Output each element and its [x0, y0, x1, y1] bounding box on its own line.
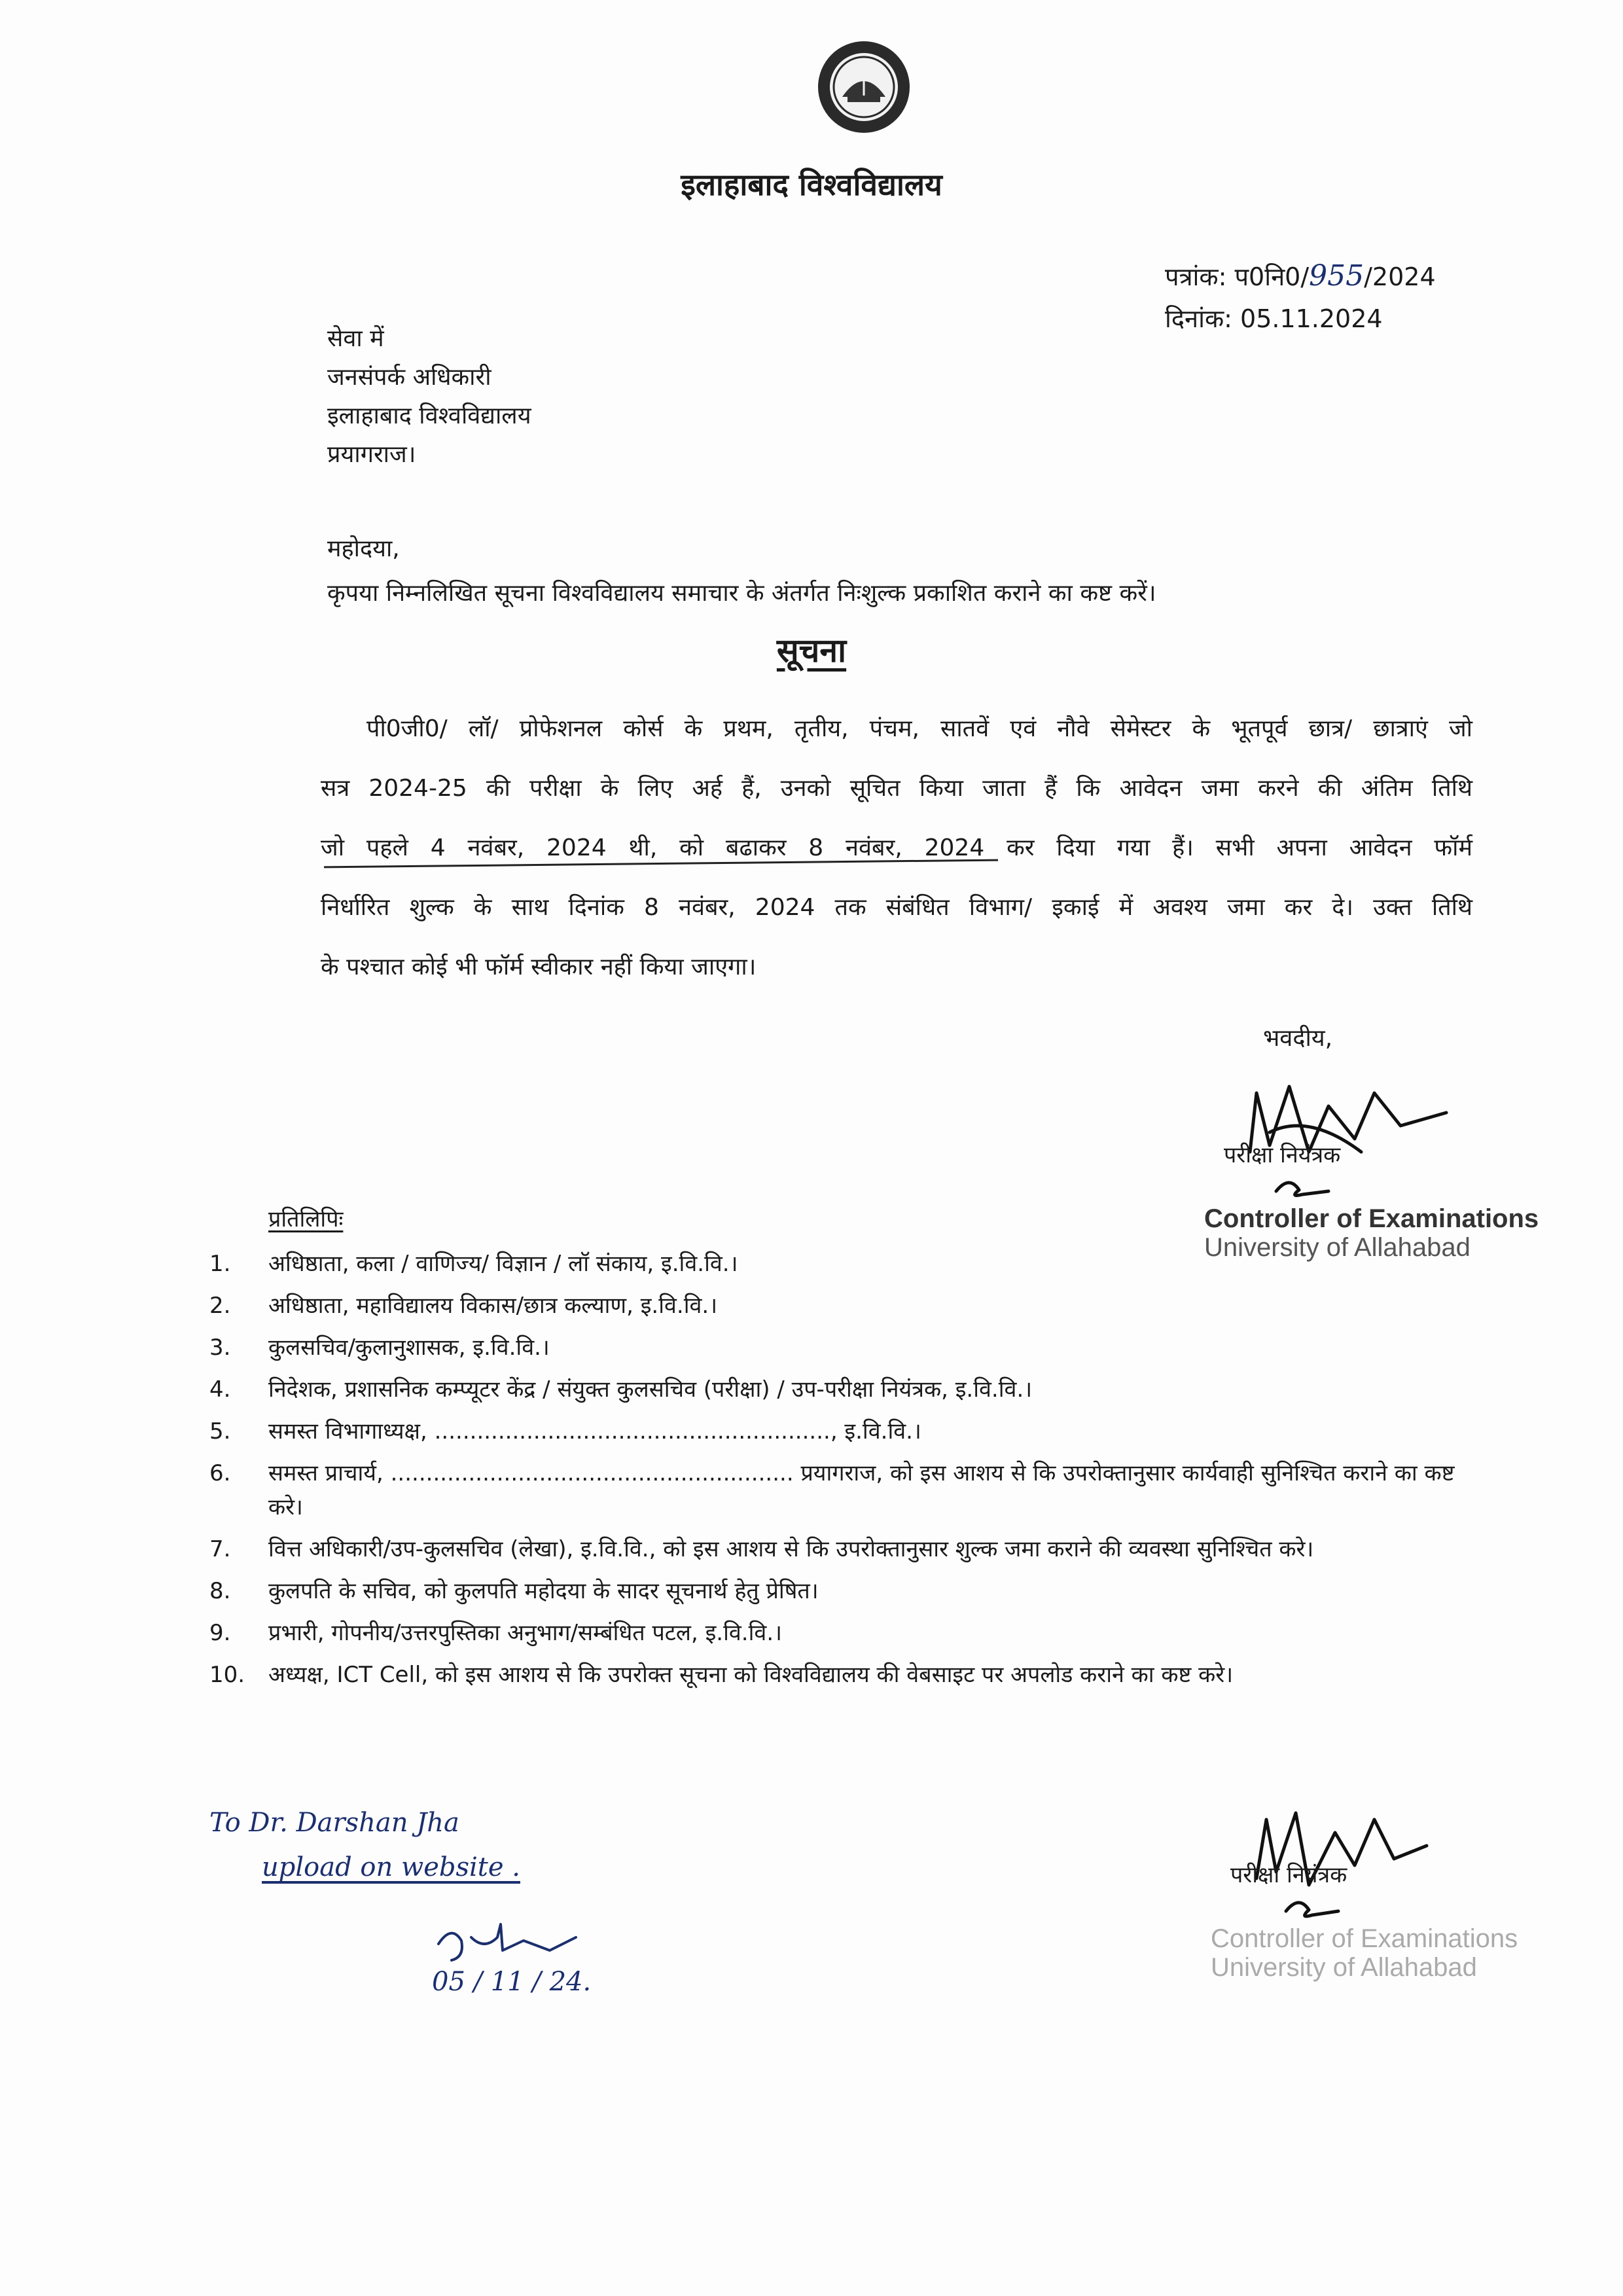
notice-line: के पश्चात कोई भी फॉर्म स्वीकार नहीं किया जाएगा। [321, 954, 757, 980]
university-name: इलाहाबाद विश्वविद्यालय [681, 167, 942, 202]
notice-body [321, 699, 1472, 997]
notice-line: पी0जी0/ लॉ/ प्रोफेशनल कोर्स के प्रथम, तृतीय, पंचम, सातवें एवं नौवे सेमेस्टर के भूतपूर्व छात्र/ छात्राएं जो [366, 715, 1472, 742]
notice-title [0, 627, 1623, 672]
copy-item [209, 1372, 1466, 1407]
university-seal-logo [816, 39, 912, 135]
stamp-line: Controller of Examinations [1204, 1204, 1539, 1233]
notice-line: जो पहले 4 नवंबर, 2024 थी, को बढाकर 8 नवंबर, 2024 कर दिया गया हैं। सभी अपना आवेदन फॉर्म [321, 834, 1472, 861]
copy-number: 5. [209, 1418, 231, 1444]
reference-block [1165, 255, 1436, 340]
handwritten-reference-number: 955 [1309, 259, 1364, 293]
addressee-block [327, 319, 531, 474]
initials-mark [1263, 1172, 1342, 1204]
handwritten-note-line: upload on website . [262, 1852, 520, 1882]
copies-list [209, 1247, 1466, 1700]
copy-item [209, 1331, 1466, 1365]
copy-number: 1. [209, 1251, 231, 1277]
copy-item [209, 1414, 1466, 1448]
copy-number: 7. [209, 1536, 231, 1562]
copy-number: 6. [209, 1460, 231, 1486]
addressee-line: सेवा में [327, 325, 384, 352]
sign-off: भवदीय, [1263, 1025, 1333, 1052]
copy-text: कुलपति के सचिव, को कुलपति महोदया के सादर सूचनार्थ हेतु प्रेषित। [268, 1578, 819, 1604]
copy-number: 3. [209, 1335, 231, 1361]
signatory-title: परीक्षा नियंत्रक [1224, 1142, 1341, 1168]
copy-text: निदेशक, प्रशासनिक कम्प्यूटर केंद्र / संयुक्त कुलसचिव (परीक्षा) / उप-परीक्षा नियंत्रक, इ.वि.वि.। [268, 1376, 1033, 1403]
addressee-line: जनसंपर्क अधिकारी [327, 364, 491, 391]
stamp-line: University of Allahabad [1204, 1233, 1471, 1262]
copy-text: अधिष्ठाता, कला / वाणिज्य/ विज्ञान / लॉ संकाय, इ.वि.वि.। [268, 1251, 738, 1277]
handwritten-note-line: To Dr. Darshan Jha [209, 1808, 459, 1838]
stamp-line: University of Allahabad [1211, 1953, 1477, 1982]
copy-item [209, 1616, 1466, 1650]
reference-label: पत्रांक: प0नि0/ [1165, 262, 1310, 291]
initials-mark-2 [1276, 1892, 1348, 1924]
copy-text: अधिष्ठाता, महाविद्यालय विकास/छात्र कल्याण, इ.वि.वि.। [268, 1293, 718, 1319]
publication-request: कृपया निम्नलिखित सूचना विश्वविद्यालय समाचार के अंतर्गत निःशुल्क प्रकाशित कराने का कष्ट करें। [327, 580, 1156, 607]
addressee-line: प्रयागराज। [327, 441, 416, 468]
stamp-line: Controller of Examinations [1211, 1924, 1518, 1953]
copy-text: वित्त अधिकारी/उप-कुलसचिव (लेखा), इ.वि.वि., को इस आशय से कि उपरोक्तानुसार शुल्क जमा कराने की व्यवस्था सुनिश्चित करे। [268, 1536, 1314, 1562]
copy-number: 8. [209, 1578, 231, 1604]
handwritten-initials [425, 1911, 582, 1970]
signatory-title-2: परीक्षा नियंत्रक [1230, 1862, 1347, 1888]
copy-text: कुलसचिव/कुलानुशासक, इ.वि.वि.। [268, 1335, 550, 1361]
notice-line: सत्र 2024-25 की परीक्षा के लिए अर्ह हैं, उनको सूचित किया जाता हैं कि आवेदन जमा करने की अंतिम तिथि [321, 775, 1472, 802]
copy-text: अध्यक्ष, ICT Cell, को इस आशय से कि उपरोक्त सूचना को विश्वविद्यालय की वेबसाइट पर अपलोड कराने का कष्ट करे। [268, 1662, 1234, 1688]
copy-item [209, 1289, 1466, 1323]
copies-heading: प्रतिलिपिः [268, 1206, 344, 1232]
controller-stamp-faded [1211, 1924, 1518, 1982]
copy-number: 9. [209, 1620, 231, 1646]
copy-item [209, 1658, 1466, 1692]
reference-year: /2024 [1364, 262, 1436, 291]
addressee-line: इलाहाबाद विश्वविद्यालय [327, 403, 531, 429]
copy-number: 10. [209, 1662, 245, 1688]
copy-item [209, 1532, 1466, 1566]
copy-number: 2. [209, 1293, 231, 1319]
handwritten-note-date: 05 / 11 / 24. [432, 1967, 592, 1997]
reference-number [1165, 255, 1436, 298]
salutation: महोदया, [327, 535, 400, 562]
copy-number: 4. [209, 1376, 231, 1403]
copy-text: प्रभारी, गोपनीय/उत्तरपुस्तिका अनुभाग/सम्बंधित पटल, इ.वि.वि.। [268, 1620, 783, 1646]
copy-item [209, 1247, 1466, 1281]
letter-date: दिनांक: 05.11.2024 [1165, 304, 1383, 333]
notice-title-text: सूचना [776, 632, 847, 670]
copy-item [209, 1456, 1466, 1524]
copy-text: समस्त प्राचार्य, ......................................................... प्रयागराज, को इस आशय से कि उपरोक्तानुसार कार्यवाही सुनिश्चित कराने का कष्ट करे। [268, 1460, 1455, 1520]
copy-item [209, 1574, 1466, 1608]
notice-line: निर्धारित शुल्क के साथ दिनांक 8 नवंबर, 2024 तक संबंधित विभाग/ इकाई में अवश्य जमा कर दे। उक्त तिथि [321, 894, 1472, 921]
copy-text: समस्त विभागाध्यक्ष, ........................................................, इ.वि.वि.। [268, 1418, 921, 1444]
